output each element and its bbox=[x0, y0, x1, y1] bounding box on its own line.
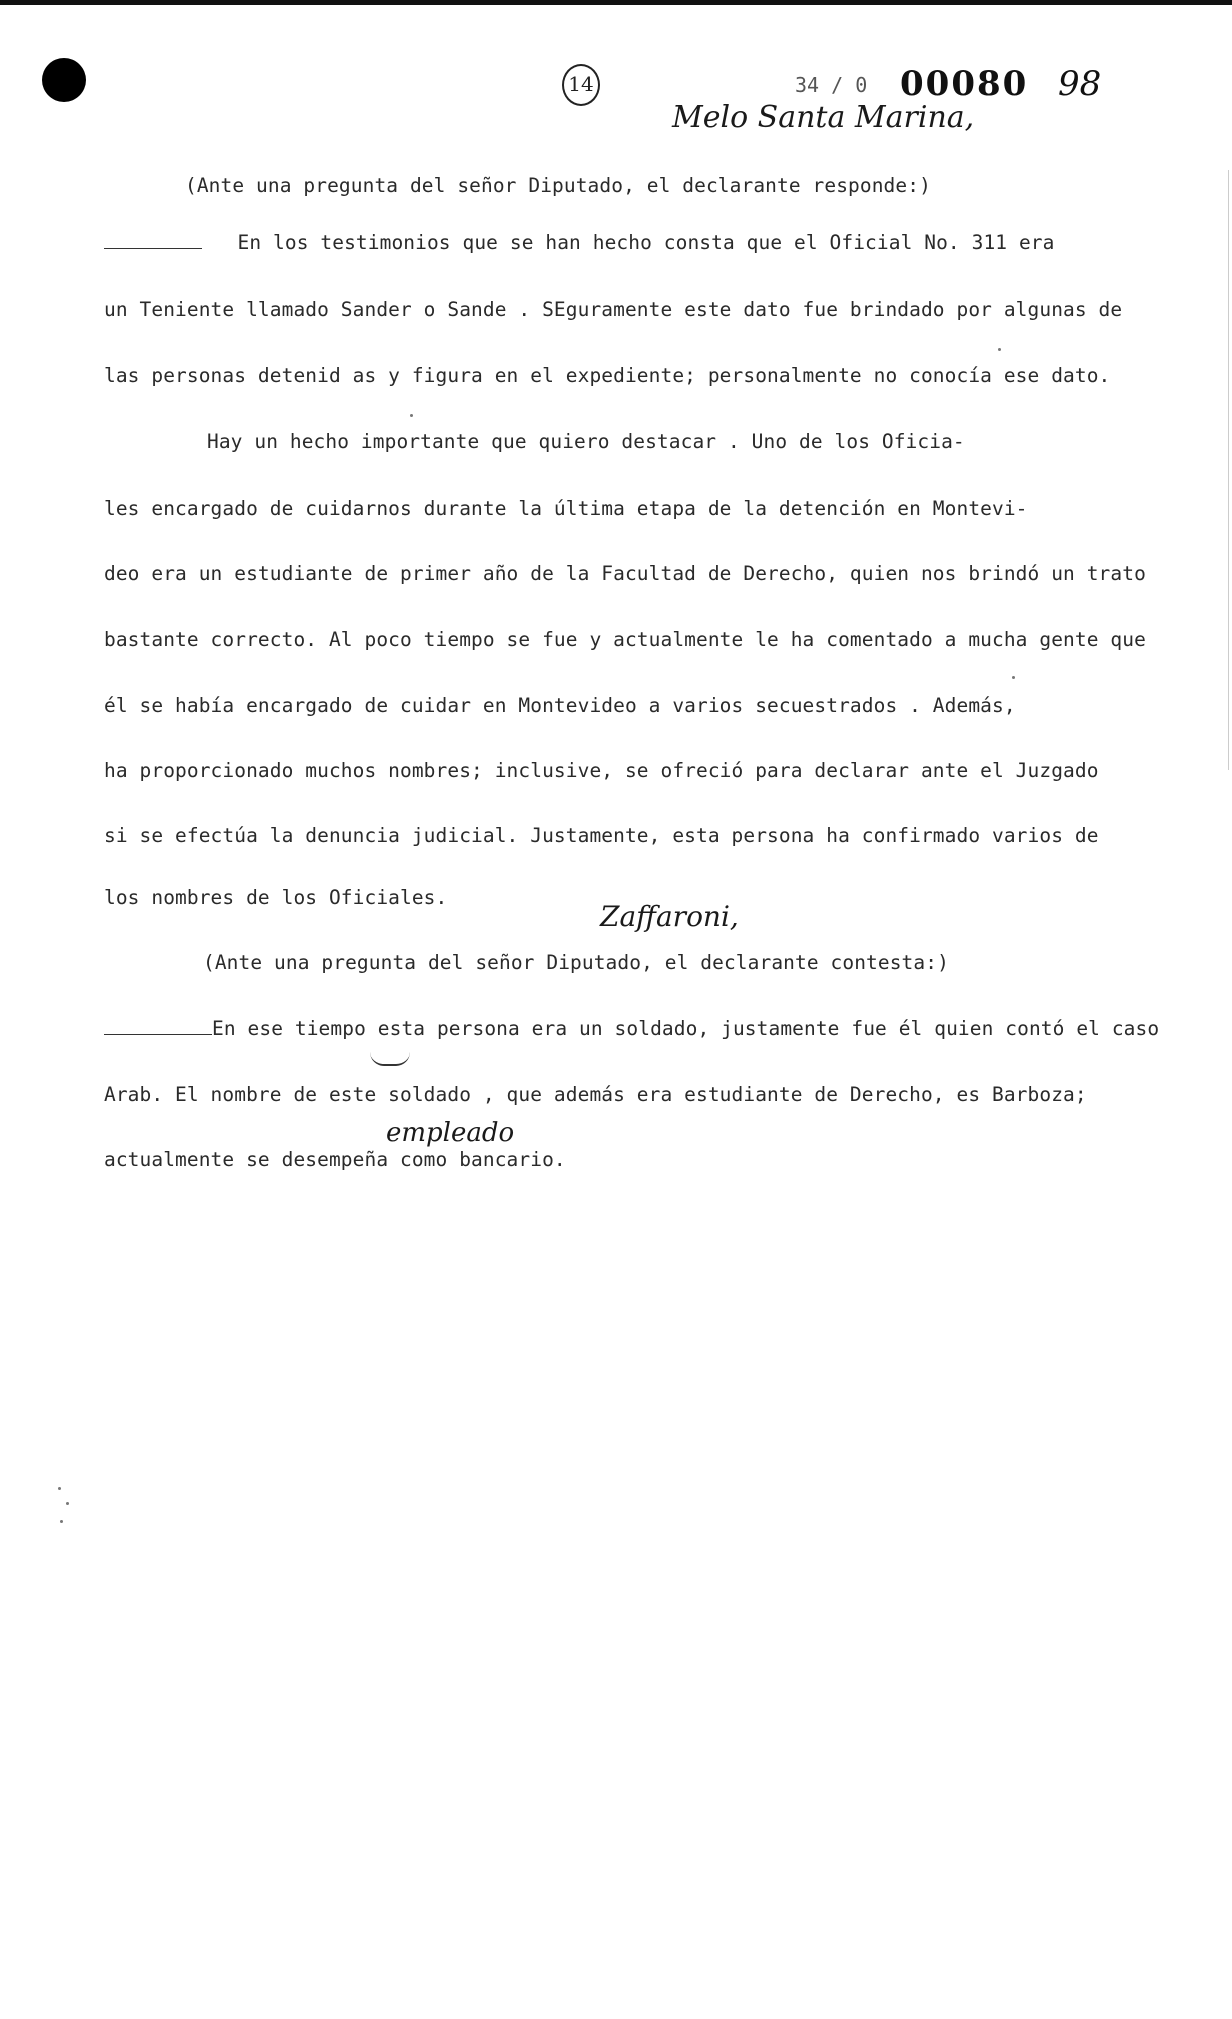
text-line: Hay un hecho importante que quiero destacar . Uno de los Oficia- bbox=[207, 430, 965, 453]
text-line: él se había encargado de cuidar en Montevideo a varios secuestrados . Además, bbox=[104, 694, 1016, 717]
blank-rule bbox=[104, 1034, 212, 1035]
text-line: les encargado de cuidarnos durante la última etapa de la detención en Montevi- bbox=[104, 497, 1028, 520]
text-line: deo era un estudiante de primer año de la Facultad de Derecho, quien nos brindó un trato bbox=[104, 562, 1146, 585]
text-line-with-blank bbox=[104, 231, 1055, 254]
text-line: un Teniente llamado Sander o Sande . SEguramente este dato fue brindado por algunas de bbox=[104, 298, 1123, 321]
text-line: Arab. El nombre de este soldado , que además era estudiante de Derecho, es Barboza; bbox=[104, 1083, 1087, 1106]
text-line: bastante correcto. Al poco tiempo se fue y actualmente le ha comentado a mucha gente que bbox=[104, 628, 1146, 651]
speck bbox=[410, 414, 413, 417]
text-line: ha proporcionado muchos nombres; inclusive, se ofreció para declarar ante el Juzgado bbox=[104, 759, 1099, 782]
punch-hole bbox=[42, 58, 86, 102]
text-line: actualmente se desempeña como bancario. bbox=[104, 1148, 566, 1171]
handwritten-word-insert: empleado bbox=[386, 1118, 515, 1148]
speck bbox=[998, 348, 1001, 351]
text-line: En los testimonios que se han hecho consta que el Oficial No. 311 era bbox=[237, 231, 1055, 254]
text-line: (Ante una pregunta del señor Diputado, el declarante responde:) bbox=[185, 174, 931, 197]
text-line: las personas detenid as y figura en el expediente; personalmente no conocía ese dato. bbox=[104, 364, 1111, 387]
speck bbox=[58, 1487, 61, 1490]
handwritten-name-deputy: Melo Santa Marina, bbox=[672, 100, 975, 135]
handwritten-correction-mark bbox=[370, 1052, 410, 1066]
folio-fraction: 34 / 0 bbox=[795, 73, 868, 97]
text-line: si se efectúa la denuncia judicial. Justamente, esta persona ha confirmado varios de bbox=[104, 824, 1099, 847]
text-line: En ese tiempo esta persona era un soldado, justamente fue él quien contó el caso bbox=[212, 1017, 1160, 1040]
text-line-with-blank bbox=[104, 1017, 1159, 1040]
page-edge-shadow bbox=[1228, 170, 1229, 770]
page-number-circled: 14 bbox=[562, 64, 600, 106]
text-line: (Ante una pregunta del señor Diputado, el declarante contesta:) bbox=[203, 951, 949, 974]
blank-rule bbox=[104, 248, 202, 249]
speck bbox=[60, 1520, 63, 1523]
handwritten-name-deputy: Zaffaroni, bbox=[600, 900, 739, 933]
folio-number: 00080 bbox=[900, 64, 1029, 104]
speck bbox=[66, 1502, 69, 1505]
speck bbox=[1012, 676, 1015, 679]
folio-handwritten-mark: 98 bbox=[1058, 64, 1102, 104]
text-line: los nombres de los Oficiales. bbox=[104, 886, 448, 909]
top-edge-line bbox=[0, 0, 1232, 5]
